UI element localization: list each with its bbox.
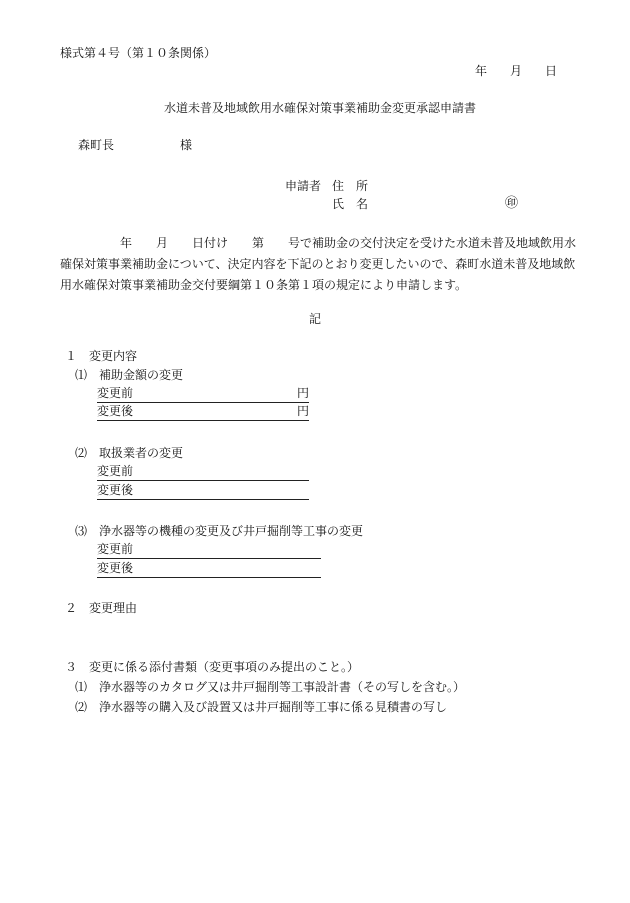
addressee-name: 森町長 — [78, 138, 115, 152]
applicant-label: 申請者 — [285, 179, 322, 193]
sub1-after-unit: 円 — [296, 404, 309, 418]
sub2-heading: ⑵ 取扱業者の変更 — [75, 446, 184, 460]
sub2-after-label: 変更後 — [97, 483, 134, 497]
date-year-label: 年 — [475, 64, 488, 78]
seal-mark: ㊞ — [505, 196, 519, 211]
paragraph-line-3: 用水確保対策事業補助金交付要綱第１０条第１項の規定により申請します。 — [60, 278, 468, 292]
ki-heading: 記 — [309, 312, 322, 326]
form-number: 様式第４号（第１０条関係） — [60, 46, 217, 60]
request-paragraph — [60, 233, 577, 296]
address-label: 住 所 — [332, 179, 369, 193]
sub1-before-unit: 円 — [296, 386, 309, 400]
sub1-before-line — [97, 387, 309, 403]
sub1-after-line — [97, 405, 309, 421]
date-month-label: 月 — [510, 64, 523, 78]
sub3-before-label: 変更前 — [97, 542, 134, 556]
name-label: 氏 名 — [332, 197, 369, 211]
sub3-after-line — [97, 562, 321, 578]
attachment-item: ⑵ 浄水器等の購入及び設置又は井戸掘削等工事に係る見積書の写し — [75, 700, 448, 714]
section2-heading: ２ 変更理由 — [65, 601, 138, 615]
sub2-after-line — [97, 484, 309, 500]
sub1-after-label: 変更後 — [97, 404, 134, 418]
sub3-heading: ⑶ 浄水器等の機種の変更及び井戸掘削等工事の変更 — [75, 524, 364, 538]
date-day-label: 日 — [545, 64, 558, 78]
addressee-honorific: 様 — [180, 138, 193, 152]
sub1-before-label: 変更前 — [97, 386, 134, 400]
attachment-item: ⑴ 浄水器等のカタログ又は井戸掘削等工事設計書（その写しを含む。） — [75, 680, 466, 694]
sub3-after-label: 変更後 — [97, 561, 134, 575]
sub2-before-label: 変更前 — [97, 464, 134, 478]
sub1-heading: ⑴ 補助金額の変更 — [75, 368, 184, 382]
sub3-before-line — [97, 543, 321, 559]
paragraph-line-2: 確保対策事業補助金について、決定内容を下記のとおり変更したいので、森町水道未普及地域飲 — [60, 257, 576, 271]
section1-heading: １ 変更内容 — [65, 349, 138, 363]
document-title: 水道未普及地域飲用水確保対策事業補助金変更承認申請書 — [164, 101, 477, 115]
sub2-before-line — [97, 465, 309, 481]
section3-heading: ３ 変更に係る添付書類（変更事項のみ提出のこと。） — [65, 660, 360, 674]
paragraph-line-1: 年 月 日付け 第 号で補助金の交付決定を受けた水道未普及地域飲用水 — [120, 236, 577, 250]
